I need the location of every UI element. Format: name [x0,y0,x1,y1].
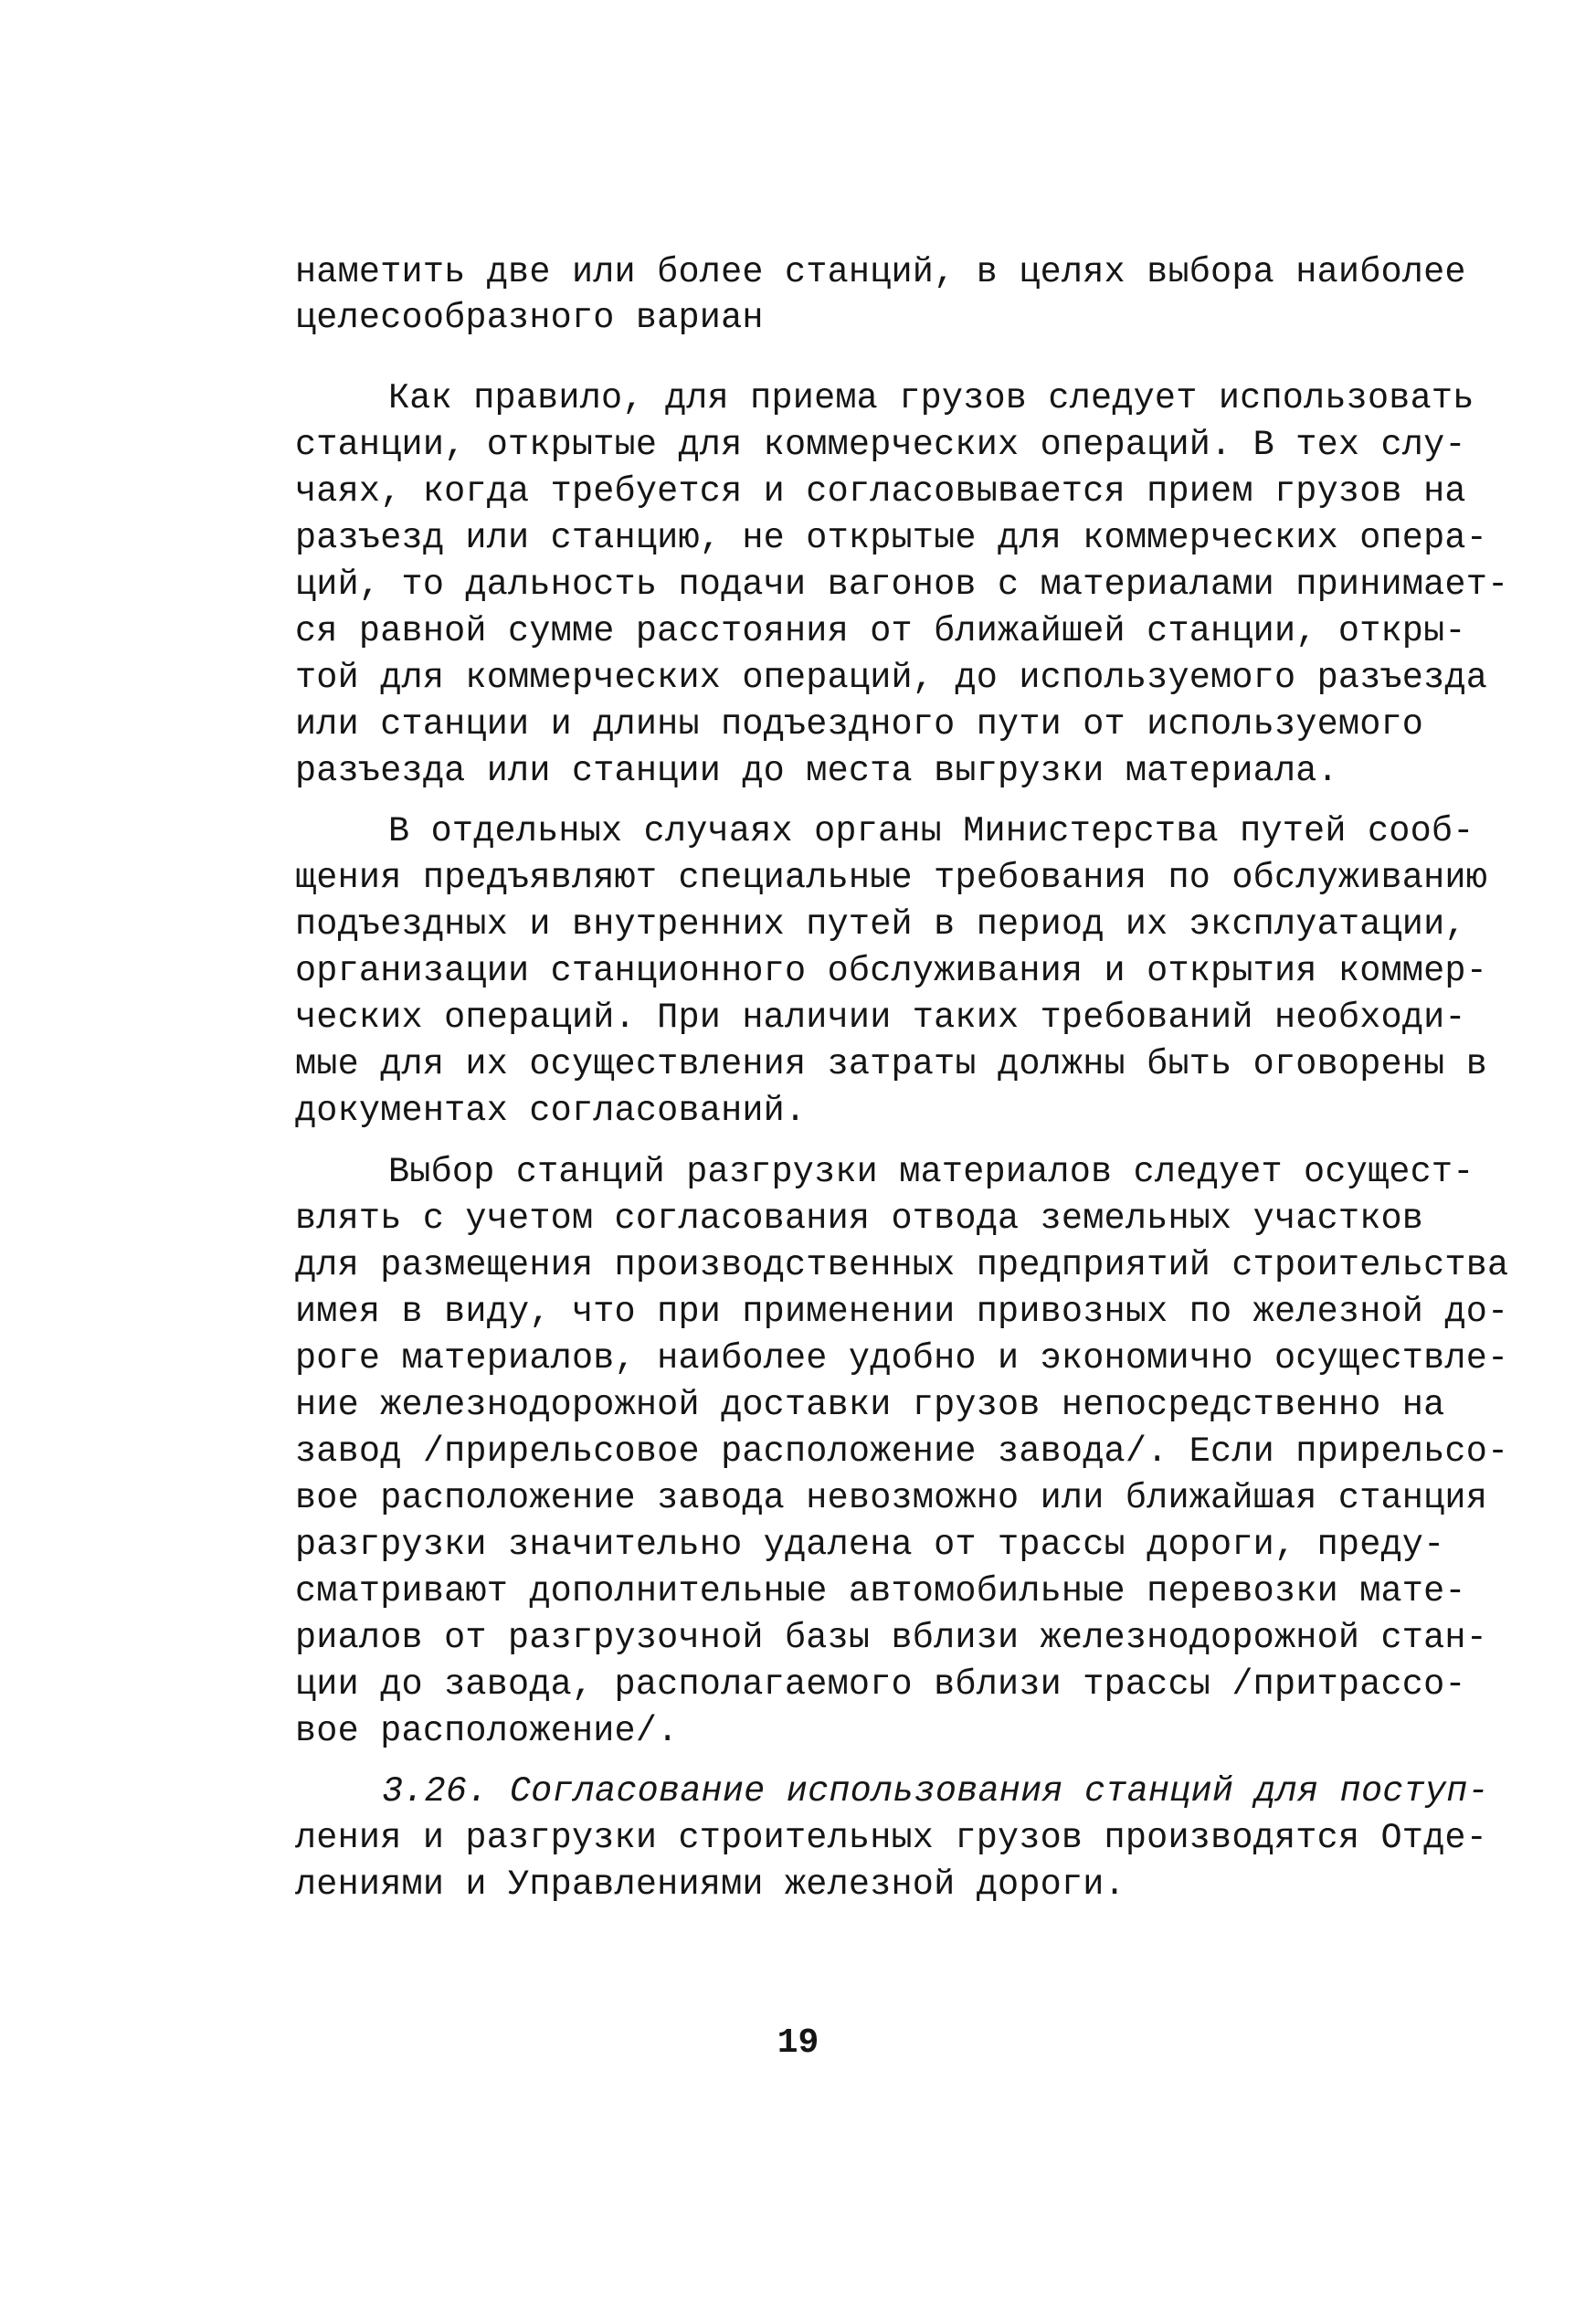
text-line: разгрузки значительно удалена от трассы дороги, преду- [295,1525,1445,1565]
text-line: ций, то дальность подачи вагонов с материалами принимает- [295,565,1509,605]
text-line: риалов от разгрузочной базы вблизи железнодорожной стан- [295,1618,1488,1658]
text-line: для размещения производственных предприятий строительства [295,1245,1509,1285]
text-line: вое расположение завода невозможно или ближайшая станция [295,1478,1488,1518]
text-line: целесообразного вариан [295,298,764,338]
section-3-26-first-line: 3.26. Согласование использования станций для поступ- [382,1771,1489,1811]
text-line: ние железнодорожной доставки грузов непосредственно на [295,1385,1445,1425]
paragraph-first-line: Выбор станций разгрузки материалов следует осущест- [388,1152,1474,1192]
text-line: подъездных и внутренних путей в период их эксплуатации, [295,904,1466,945]
text-line: роге материалов, наиболее удобно и экономично осуществле- [295,1338,1509,1378]
text-line: чаях, когда требуется и согласовывается прием грузов на [295,471,1466,512]
paragraph-first-line: В отдельных случаях органы Министерства путей сооб- [388,811,1474,851]
text-line: имея в виду, что при применении привозных по железной до- [295,1292,1509,1332]
text-line: документах согласований. [295,1091,807,1131]
text-line: сматривают дополнительные автомобильные перевозки мате- [295,1571,1466,1611]
text-line: наметить две или более станций, в целях выбора наиболее [295,252,1466,292]
text-line: лениями и Управлениями железной дороги. [295,1864,1126,1905]
text-line: завод /прирельсовое расположение завода/. Если прирельсо- [295,1431,1509,1472]
text-line: ся равной сумме расстояния от ближайшей станции, откры- [295,611,1466,651]
text-line: станции, открытые для коммерческих операций. В тех слу- [295,425,1466,465]
text-line: ления и разгрузки строительных грузов производятся Отде- [295,1818,1488,1858]
text-line: ческих операций. При наличии таких требований необходи- [295,998,1466,1038]
text-line: или станции и длины подъездного пути от используемого [295,704,1424,745]
text-line: той для коммерческих операций, до используемого разъезда [295,658,1488,698]
text-line: организации станционного обслуживания и открытия коммер- [295,951,1488,991]
text-line: влять с учетом согласования отвода земельных участков [295,1199,1424,1239]
page-number: 19 [777,2023,819,2063]
text-line: мые для их осуществления затраты должны быть оговорены в [295,1044,1488,1084]
text-line: ции до завода, располагаемого вблизи трассы /притрассо- [295,1664,1466,1705]
text-line: разъезда или станции до места выгрузки материала. [295,751,1338,791]
text-line: щения предъявляют специальные требования по обслуживанию [295,858,1488,898]
paragraph-first-line: Как правило, для приема грузов следует использовать [388,378,1474,418]
text-line: разъезд или станцию, не открытые для коммерческих опера- [295,518,1488,558]
text-line: вое расположение/. [295,1711,679,1751]
